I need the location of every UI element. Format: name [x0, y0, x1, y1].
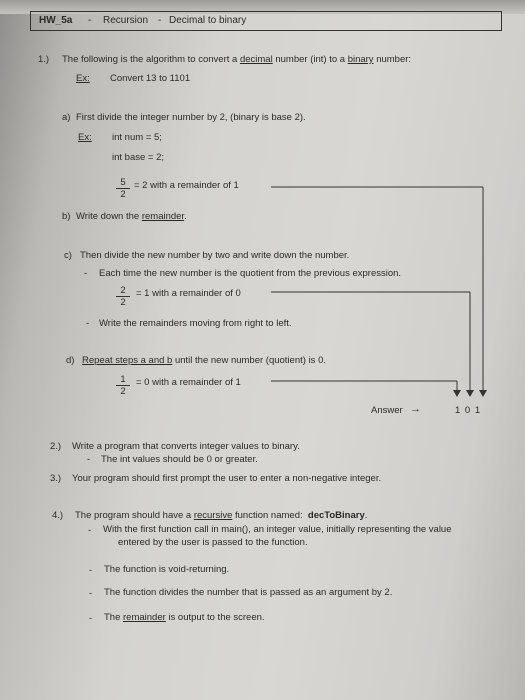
arrow-down-icon [466, 390, 474, 397]
step-d-label: d) [66, 355, 75, 366]
step-a-code-line-1: int num = 5; [112, 132, 162, 143]
q4-bullet-2: The function is void-returning. [104, 564, 230, 575]
step-c-result: = 1 with a remainder of 0 [136, 288, 241, 299]
step-a-text: First divide the integer number by 2, (binary is base 2). [76, 112, 306, 123]
step-b-text: Write down the remainder. [76, 211, 187, 222]
header-topic: Recursion [103, 15, 149, 26]
step-a-result: = 2 with a remainder of 1 [134, 180, 239, 191]
q2-number: 2.) [50, 441, 62, 452]
q2-text: Write a program that converts integer values to binary. [72, 441, 300, 452]
arrow-down-icon [479, 390, 487, 397]
header-subtitle: Decimal to binary [169, 15, 247, 26]
step-c-bullet-2: Write the remainders moving from right to left. [99, 318, 292, 329]
bullet-marker: - [88, 525, 92, 536]
q4-bullet-1-line-2: entered by the user is passed to the function. [118, 537, 308, 548]
q4-bullet-3: The function divides the number that is passed as an argument by 2. [104, 587, 393, 598]
q2-bullet: The int values should be 0 or greater. [101, 454, 258, 465]
q4-text: The program should have a recursive function named: decToBinary. [75, 510, 368, 521]
fraction-denominator: 2 [120, 386, 126, 397]
fraction-numerator: 2 [116, 285, 130, 297]
fraction-denominator: 2 [120, 189, 126, 200]
step-c-bullet-1: Each time the new number is the quotient from the previous expression. [99, 268, 402, 279]
assignment-id: HW_5a [39, 15, 73, 26]
fraction-numerator: 1 [116, 374, 130, 386]
q3-text: Your program should first prompt the user to enter a non-negative integer. [72, 473, 382, 484]
step-a-code-line-2: int base = 2; [112, 152, 165, 163]
step-b-label: b) [62, 211, 71, 222]
bullet-marker: - [89, 613, 93, 624]
bullet-marker: - [89, 588, 93, 599]
bullet-marker: - [86, 318, 90, 329]
q4-bullet-4: The remainder is output to the screen. [104, 612, 265, 623]
q3-number: 3.) [50, 473, 62, 484]
q1-number: 1.) [38, 54, 50, 65]
q1-text: The following is the algorithm to convert a decimal number (int) to a binary number: [62, 54, 412, 65]
step-c-text: Then divide the new number by two and write down the number. [80, 250, 350, 261]
step-d-text: Repeat steps a and b until the new number (quotient) is 0. [82, 355, 326, 366]
q4-number: 4.) [52, 510, 64, 521]
q4-bullet-1-line-1: With the first function call in main(), an integer value, initially representing the value [103, 524, 452, 535]
bullet-marker: - [89, 565, 93, 576]
q1-example-label: Ex: [76, 73, 90, 84]
q1-example-text: Convert 13 to 1101 [110, 73, 191, 84]
answer-value: 1 0 1 [455, 405, 482, 416]
step-a-example-label: Ex: [78, 132, 92, 143]
bullet-marker: - [87, 454, 91, 465]
header-dash: - [88, 15, 92, 26]
arrow-down-icon [453, 390, 461, 397]
right-arrow-icon: → [410, 403, 421, 415]
step-a-label: a) [62, 112, 71, 123]
header-dash: - [158, 15, 162, 26]
bullet-marker: - [84, 268, 88, 279]
answer-label: Answer [371, 405, 403, 416]
fraction-denominator: 2 [120, 297, 126, 308]
step-c-label: c) [64, 250, 72, 261]
step-d-result: = 0 with a remainder of 1 [136, 377, 241, 388]
fraction-numerator: 5 [116, 177, 130, 189]
